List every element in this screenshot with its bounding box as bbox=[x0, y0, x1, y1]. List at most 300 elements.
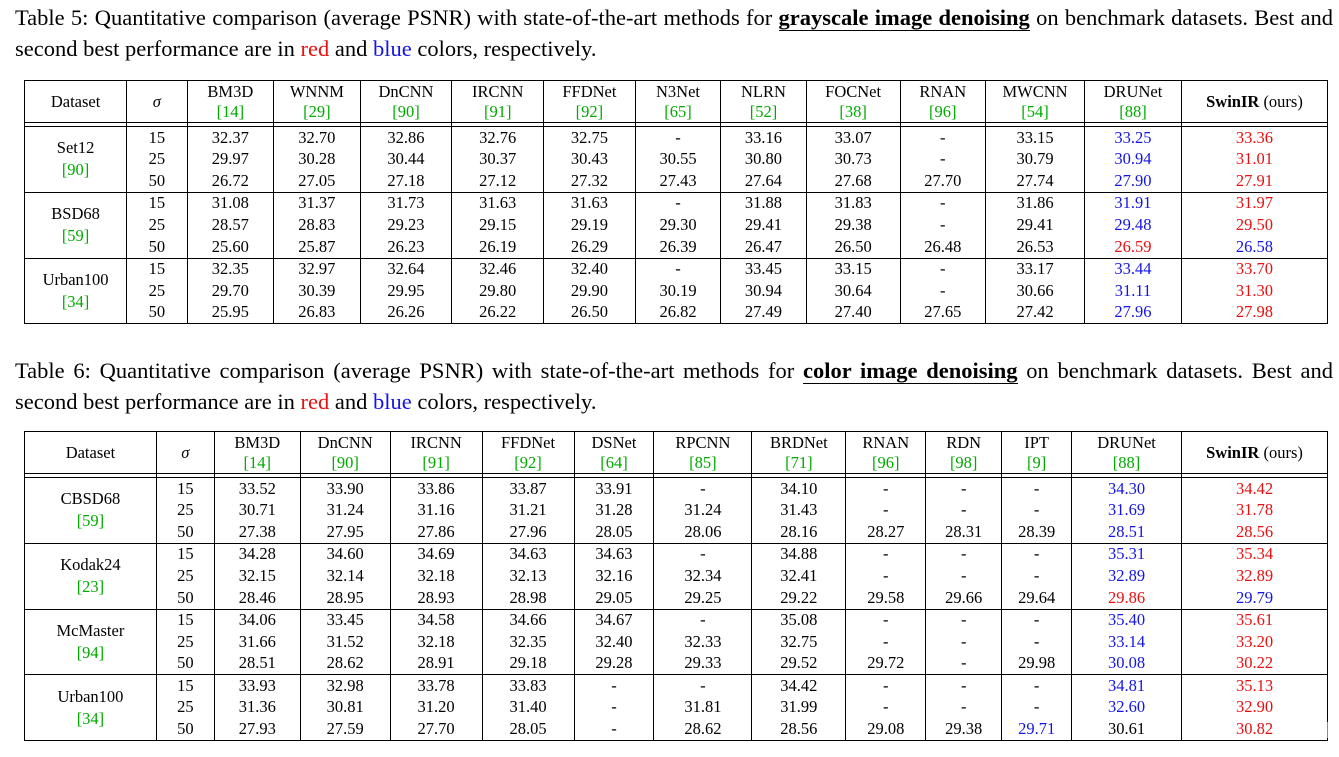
psnr-cell: 28.57 bbox=[187, 214, 274, 236]
column-header-method bbox=[544, 81, 636, 123]
psnr-cell: 32.34 bbox=[654, 565, 752, 587]
psnr-cell: 26.83 bbox=[274, 302, 361, 324]
psnr-cell: 34.10 bbox=[752, 478, 846, 500]
psnr-cell: 34.88 bbox=[752, 543, 846, 565]
psnr-cell: 34.30 bbox=[1072, 478, 1182, 500]
psnr-cell: - bbox=[900, 149, 985, 171]
sigma-cell: 15 bbox=[156, 609, 214, 631]
sigma-cell: 15 bbox=[156, 478, 214, 500]
psnr-cell: 31.83 bbox=[806, 192, 900, 214]
red-word: red bbox=[300, 36, 330, 61]
watermark-overlay bbox=[1288, 722, 1328, 738]
column-header-dataset: Dataset bbox=[25, 81, 127, 123]
dataset-name: CBSD68 bbox=[60, 489, 121, 509]
psnr-cell: 29.72 bbox=[846, 653, 926, 675]
table-row bbox=[25, 192, 1328, 214]
method-citation: [88] bbox=[1119, 101, 1147, 121]
psnr-cell: - bbox=[846, 543, 926, 565]
psnr-cell: 34.66 bbox=[482, 609, 574, 631]
psnr-cell: 26.58 bbox=[1181, 236, 1327, 258]
psnr-cell: 32.90 bbox=[1182, 697, 1328, 719]
psnr-cell: 33.20 bbox=[1182, 631, 1328, 653]
column-header-method bbox=[1072, 432, 1182, 474]
psnr-cell: 35.31 bbox=[1072, 543, 1182, 565]
column-header-method bbox=[635, 81, 720, 123]
psnr-cell: 31.78 bbox=[1182, 500, 1328, 522]
psnr-cell: - bbox=[900, 192, 985, 214]
psnr-cell: 32.41 bbox=[752, 565, 846, 587]
psnr-cell: 32.75 bbox=[544, 127, 636, 149]
psnr-cell: 29.97 bbox=[187, 149, 274, 171]
psnr-cell: 25.95 bbox=[187, 302, 274, 324]
table5-grayscale-denoising bbox=[24, 80, 1328, 324]
psnr-cell: 29.98 bbox=[1002, 653, 1072, 675]
psnr-cell: 29.50 bbox=[1181, 214, 1327, 236]
psnr-cell: - bbox=[1002, 565, 1072, 587]
table-row bbox=[25, 587, 1328, 609]
psnr-cell: - bbox=[635, 192, 720, 214]
sigma-cell: 25 bbox=[127, 214, 187, 236]
psnr-cell: 27.70 bbox=[390, 719, 482, 741]
psnr-cell: 31.24 bbox=[300, 500, 390, 522]
psnr-cell: 31.30 bbox=[1181, 280, 1327, 302]
method-name: RNAN bbox=[862, 432, 910, 452]
psnr-cell: 26.19 bbox=[452, 236, 544, 258]
psnr-cell: - bbox=[926, 478, 1002, 500]
dataset-name: Urban100 bbox=[57, 686, 124, 706]
psnr-cell: - bbox=[846, 565, 926, 587]
sigma-cell: 15 bbox=[156, 675, 214, 697]
psnr-cell: 32.33 bbox=[654, 631, 752, 653]
method-name: DnCNN bbox=[317, 432, 373, 452]
psnr-cell: 27.74 bbox=[986, 170, 1085, 192]
psnr-cell: 27.98 bbox=[1181, 302, 1327, 324]
psnr-cell: - bbox=[926, 500, 1002, 522]
psnr-cell: 31.28 bbox=[574, 500, 654, 522]
method-name: DRUNet bbox=[1097, 432, 1156, 452]
psnr-cell: 29.18 bbox=[482, 653, 574, 675]
ours-suffix: (ours) bbox=[1259, 91, 1303, 111]
psnr-cell: 28.62 bbox=[654, 719, 752, 741]
psnr-cell: 27.68 bbox=[806, 170, 900, 192]
psnr-cell: 30.19 bbox=[635, 280, 720, 302]
blue-word: blue bbox=[372, 389, 412, 414]
column-header-method bbox=[300, 432, 390, 474]
psnr-cell: 28.51 bbox=[214, 653, 300, 675]
psnr-cell: 31.63 bbox=[544, 192, 636, 214]
method-name: IPT bbox=[1024, 432, 1049, 452]
psnr-cell: 29.08 bbox=[846, 719, 926, 741]
psnr-cell: 33.45 bbox=[721, 258, 806, 280]
psnr-cell: 29.80 bbox=[452, 280, 544, 302]
psnr-cell: 32.75 bbox=[752, 631, 846, 653]
psnr-cell: 28.46 bbox=[214, 587, 300, 609]
psnr-cell: 29.79 bbox=[1182, 587, 1328, 609]
psnr-cell: 34.42 bbox=[752, 675, 846, 697]
psnr-cell: 32.86 bbox=[360, 127, 452, 149]
table-row bbox=[25, 500, 1328, 522]
dataset-name: Set12 bbox=[56, 138, 95, 158]
psnr-cell: 25.60 bbox=[187, 236, 274, 258]
table5-caption-highlight: grayscale image denoising bbox=[778, 5, 1030, 30]
method-citation: [9] bbox=[1027, 452, 1047, 472]
psnr-cell: 33.90 bbox=[300, 478, 390, 500]
method-name: FFDNet bbox=[500, 432, 556, 452]
psnr-cell: - bbox=[1002, 478, 1072, 500]
psnr-cell: 30.43 bbox=[544, 149, 636, 171]
psnr-cell: 32.64 bbox=[360, 258, 452, 280]
psnr-cell: 30.80 bbox=[721, 149, 806, 171]
psnr-cell: 31.37 bbox=[274, 192, 361, 214]
psnr-cell: 27.64 bbox=[721, 170, 806, 192]
table-row bbox=[25, 521, 1328, 543]
psnr-cell: 30.94 bbox=[1085, 149, 1182, 171]
psnr-cell: 32.97 bbox=[274, 258, 361, 280]
table-row bbox=[25, 565, 1328, 587]
dataset-name: BSD68 bbox=[51, 204, 100, 224]
method-name: IRCNN bbox=[472, 81, 524, 101]
psnr-cell: 33.36 bbox=[1181, 127, 1327, 149]
psnr-cell: 30.39 bbox=[274, 280, 361, 302]
psnr-cell: 26.23 bbox=[360, 236, 452, 258]
psnr-cell: 31.01 bbox=[1181, 149, 1327, 171]
column-header-sigma: σ bbox=[156, 432, 214, 474]
psnr-cell: 32.13 bbox=[482, 565, 574, 587]
psnr-cell: 34.67 bbox=[574, 609, 654, 631]
column-header-method bbox=[926, 432, 1002, 474]
psnr-cell: 35.40 bbox=[1072, 609, 1182, 631]
dataset-cell bbox=[25, 258, 127, 324]
sigma-cell: 50 bbox=[127, 302, 187, 324]
dataset-cell bbox=[25, 192, 127, 258]
method-name: DnCNN bbox=[378, 81, 434, 101]
psnr-cell: 27.32 bbox=[544, 170, 636, 192]
method-name: DSNet bbox=[591, 432, 637, 452]
method-citation: [90] bbox=[392, 101, 420, 121]
psnr-cell: 26.82 bbox=[635, 302, 720, 324]
psnr-cell: 32.35 bbox=[187, 258, 274, 280]
psnr-cell: 30.73 bbox=[806, 149, 900, 171]
column-header-method bbox=[806, 81, 900, 123]
psnr-cell: 30.66 bbox=[986, 280, 1085, 302]
psnr-cell: - bbox=[846, 609, 926, 631]
method-citation: [85] bbox=[689, 452, 717, 472]
psnr-cell: - bbox=[574, 675, 654, 697]
method-name: FFDNet bbox=[562, 81, 617, 101]
psnr-cell: 30.94 bbox=[721, 280, 806, 302]
psnr-cell: 33.52 bbox=[214, 478, 300, 500]
table-row bbox=[25, 214, 1328, 236]
column-header-method bbox=[900, 81, 985, 123]
blue-word: blue bbox=[372, 36, 412, 61]
method-citation: [98] bbox=[949, 452, 978, 472]
psnr-cell: 31.43 bbox=[752, 500, 846, 522]
dataset-citation: [90] bbox=[61, 160, 90, 180]
sigma-cell: 25 bbox=[156, 565, 214, 587]
psnr-cell: 31.63 bbox=[452, 192, 544, 214]
method-name: FOCNet bbox=[825, 81, 882, 101]
psnr-cell: - bbox=[900, 258, 985, 280]
method-citation: [71] bbox=[785, 452, 813, 472]
psnr-cell: 30.64 bbox=[806, 280, 900, 302]
psnr-cell: 33.70 bbox=[1181, 258, 1327, 280]
psnr-cell: 29.52 bbox=[752, 653, 846, 675]
method-name: RNAN bbox=[919, 81, 967, 101]
psnr-cell: - bbox=[846, 478, 926, 500]
psnr-cell: 32.89 bbox=[1072, 565, 1182, 587]
sigma-cell: 15 bbox=[156, 543, 214, 565]
psnr-cell: 27.65 bbox=[900, 302, 985, 324]
table-row bbox=[25, 543, 1328, 565]
sigma-cell: 50 bbox=[127, 236, 187, 258]
psnr-cell: 26.72 bbox=[187, 170, 274, 192]
psnr-cell: 30.22 bbox=[1182, 653, 1328, 675]
psnr-cell: 30.28 bbox=[274, 149, 361, 171]
psnr-cell: - bbox=[926, 675, 1002, 697]
psnr-cell: 32.76 bbox=[452, 127, 544, 149]
psnr-cell: 29.38 bbox=[926, 719, 1002, 741]
psnr-cell: 27.96 bbox=[1085, 302, 1182, 324]
psnr-cell: 34.28 bbox=[214, 543, 300, 565]
psnr-cell: 26.50 bbox=[544, 302, 636, 324]
method-name: BM3D bbox=[207, 81, 254, 101]
psnr-cell: 28.56 bbox=[752, 719, 846, 741]
sigma-cell: 15 bbox=[127, 192, 187, 214]
psnr-cell: 26.26 bbox=[360, 302, 452, 324]
dataset-citation: [23] bbox=[76, 577, 105, 597]
table-row bbox=[25, 236, 1328, 258]
psnr-cell: 31.40 bbox=[482, 697, 574, 719]
psnr-cell: - bbox=[846, 631, 926, 653]
psnr-cell: - bbox=[1002, 675, 1072, 697]
psnr-cell: 26.50 bbox=[806, 236, 900, 258]
psnr-cell: 29.41 bbox=[721, 214, 806, 236]
column-header-method bbox=[986, 81, 1085, 123]
psnr-cell: 27.18 bbox=[360, 170, 452, 192]
dataset-citation: [34] bbox=[76, 708, 105, 728]
sigma-cell: 50 bbox=[156, 653, 214, 675]
column-header-method bbox=[390, 432, 482, 474]
column-header-method bbox=[574, 432, 654, 474]
sigma-cell: 25 bbox=[156, 500, 214, 522]
column-header-method bbox=[846, 432, 926, 474]
psnr-cell: 31.21 bbox=[482, 500, 574, 522]
column-header-method bbox=[187, 81, 274, 123]
psnr-cell: 35.13 bbox=[1182, 675, 1328, 697]
dataset-name: Kodak24 bbox=[60, 555, 121, 575]
column-header-method bbox=[752, 432, 846, 474]
psnr-cell: 34.69 bbox=[390, 543, 482, 565]
table6-color-denoising bbox=[24, 431, 1328, 741]
psnr-cell: 34.81 bbox=[1072, 675, 1182, 697]
psnr-cell: - bbox=[926, 565, 1002, 587]
table6-caption-highlight: color image denoising bbox=[803, 358, 1018, 383]
psnr-cell: 33.16 bbox=[721, 127, 806, 149]
psnr-cell: 34.63 bbox=[574, 543, 654, 565]
table-row bbox=[25, 258, 1328, 280]
psnr-cell: 33.44 bbox=[1085, 258, 1182, 280]
method-citation: [64] bbox=[600, 452, 628, 472]
psnr-cell: 28.83 bbox=[274, 214, 361, 236]
column-header-method bbox=[274, 81, 361, 123]
psnr-cell: 32.40 bbox=[574, 631, 654, 653]
psnr-cell: 33.83 bbox=[482, 675, 574, 697]
sigma-cell: 25 bbox=[127, 149, 187, 171]
psnr-cell: 32.14 bbox=[300, 565, 390, 587]
method-name: RPCNN bbox=[675, 432, 731, 452]
method-citation: [96] bbox=[929, 101, 957, 121]
psnr-cell: - bbox=[635, 127, 720, 149]
psnr-cell: - bbox=[1002, 631, 1072, 653]
method-name: N3Net bbox=[656, 81, 701, 101]
psnr-cell: - bbox=[574, 697, 654, 719]
method-citation: [92] bbox=[514, 452, 542, 472]
sigma-cell: 25 bbox=[156, 697, 214, 719]
psnr-cell: 28.91 bbox=[390, 653, 482, 675]
column-header-ours bbox=[1181, 81, 1327, 123]
psnr-cell: 33.86 bbox=[390, 478, 482, 500]
psnr-cell: 32.60 bbox=[1072, 697, 1182, 719]
method-name: NLRN bbox=[741, 81, 786, 101]
dataset-cell bbox=[25, 543, 157, 609]
psnr-cell: - bbox=[654, 543, 752, 565]
psnr-cell: 27.49 bbox=[721, 302, 806, 324]
column-header-method bbox=[214, 432, 300, 474]
column-header-method bbox=[721, 81, 806, 123]
psnr-cell: 26.59 bbox=[1085, 236, 1182, 258]
psnr-cell: 29.90 bbox=[544, 280, 636, 302]
table-row bbox=[25, 631, 1328, 653]
psnr-cell: 33.87 bbox=[482, 478, 574, 500]
psnr-cell: 31.99 bbox=[752, 697, 846, 719]
psnr-cell: 29.23 bbox=[360, 214, 452, 236]
method-citation: [14] bbox=[243, 452, 271, 472]
table-row bbox=[25, 280, 1328, 302]
column-header-dataset: Dataset bbox=[25, 432, 157, 474]
psnr-cell: 28.56 bbox=[1182, 521, 1328, 543]
method-citation: [38] bbox=[839, 101, 867, 121]
psnr-cell: 26.22 bbox=[452, 302, 544, 324]
psnr-cell: 29.58 bbox=[846, 587, 926, 609]
psnr-cell: 33.93 bbox=[214, 675, 300, 697]
psnr-cell: - bbox=[900, 127, 985, 149]
method-name: MWCNN bbox=[1002, 81, 1068, 101]
method-citation: [88] bbox=[1112, 452, 1141, 472]
psnr-cell: 29.41 bbox=[986, 214, 1085, 236]
method-name: WNNM bbox=[289, 81, 344, 101]
psnr-cell: 28.27 bbox=[846, 521, 926, 543]
psnr-cell: 29.70 bbox=[187, 280, 274, 302]
method-name: IRCNN bbox=[410, 432, 462, 452]
table-row bbox=[25, 653, 1328, 675]
method-citation: [52] bbox=[749, 101, 778, 121]
psnr-cell: 30.08 bbox=[1072, 653, 1182, 675]
psnr-cell: - bbox=[1002, 500, 1072, 522]
table-row bbox=[25, 127, 1328, 149]
psnr-cell: 31.91 bbox=[1085, 192, 1182, 214]
psnr-cell: 29.38 bbox=[806, 214, 900, 236]
psnr-cell: - bbox=[846, 675, 926, 697]
psnr-cell: 26.39 bbox=[635, 236, 720, 258]
psnr-cell: - bbox=[926, 609, 1002, 631]
psnr-cell: 27.91 bbox=[1181, 170, 1327, 192]
psnr-cell: 27.12 bbox=[452, 170, 544, 192]
psnr-cell: 33.17 bbox=[986, 258, 1085, 280]
psnr-cell: 26.29 bbox=[544, 236, 636, 258]
psnr-cell: 29.86 bbox=[1072, 587, 1182, 609]
psnr-cell: 30.71 bbox=[214, 500, 300, 522]
column-header-sigma: σ bbox=[127, 81, 187, 123]
dataset-cell bbox=[25, 127, 127, 193]
method-citation: [92] bbox=[575, 101, 604, 121]
psnr-cell: 28.31 bbox=[926, 521, 1002, 543]
psnr-cell: 31.08 bbox=[187, 192, 274, 214]
psnr-cell: 33.15 bbox=[986, 127, 1085, 149]
psnr-cell: 31.36 bbox=[214, 697, 300, 719]
psnr-cell: 31.69 bbox=[1072, 500, 1182, 522]
psnr-cell: 35.61 bbox=[1182, 609, 1328, 631]
psnr-cell: 28.05 bbox=[482, 719, 574, 741]
ours-method-name: SwinIR bbox=[1206, 91, 1260, 111]
psnr-cell: 29.64 bbox=[1002, 587, 1072, 609]
ours-suffix: (ours) bbox=[1259, 442, 1303, 462]
dataset-citation: [94] bbox=[76, 642, 105, 662]
psnr-cell: 29.25 bbox=[654, 587, 752, 609]
psnr-cell: 27.43 bbox=[635, 170, 720, 192]
method-name: BM3D bbox=[234, 432, 281, 452]
psnr-cell: 28.51 bbox=[1072, 521, 1182, 543]
psnr-cell: 28.39 bbox=[1002, 521, 1072, 543]
psnr-cell: 32.40 bbox=[544, 258, 636, 280]
psnr-cell: 29.95 bbox=[360, 280, 452, 302]
psnr-cell: 35.34 bbox=[1182, 543, 1328, 565]
sigma-cell: 50 bbox=[156, 521, 214, 543]
method-citation: [29] bbox=[303, 101, 331, 121]
psnr-cell: 28.98 bbox=[482, 587, 574, 609]
psnr-cell: - bbox=[900, 280, 985, 302]
sigma-cell: 50 bbox=[127, 170, 187, 192]
table-row bbox=[25, 478, 1328, 500]
psnr-cell: 30.81 bbox=[300, 697, 390, 719]
sigma-cell: 15 bbox=[127, 127, 187, 149]
psnr-cell: - bbox=[654, 478, 752, 500]
table-row bbox=[25, 302, 1328, 324]
psnr-cell: - bbox=[635, 258, 720, 280]
dataset-citation: [34] bbox=[61, 291, 90, 311]
method-citation: [54] bbox=[1021, 101, 1049, 121]
psnr-cell: 28.05 bbox=[574, 521, 654, 543]
psnr-cell: 34.63 bbox=[482, 543, 574, 565]
psnr-cell: 30.55 bbox=[635, 149, 720, 171]
psnr-cell: 30.44 bbox=[360, 149, 452, 171]
red-word: red bbox=[300, 389, 330, 414]
psnr-cell: 27.59 bbox=[300, 719, 390, 741]
psnr-cell: 34.42 bbox=[1182, 478, 1328, 500]
method-citation: [96] bbox=[872, 452, 900, 472]
psnr-cell: 32.18 bbox=[390, 631, 482, 653]
psnr-cell: 33.45 bbox=[300, 609, 390, 631]
table-row bbox=[25, 149, 1328, 171]
psnr-cell: 26.48 bbox=[900, 236, 985, 258]
psnr-cell: 33.07 bbox=[806, 127, 900, 149]
psnr-cell: - bbox=[926, 543, 1002, 565]
column-header-method bbox=[654, 432, 752, 474]
table-row bbox=[25, 675, 1328, 697]
sigma-cell: 50 bbox=[156, 587, 214, 609]
psnr-cell: 35.08 bbox=[752, 609, 846, 631]
psnr-cell: 32.18 bbox=[390, 565, 482, 587]
method-citation: [91] bbox=[483, 101, 512, 121]
